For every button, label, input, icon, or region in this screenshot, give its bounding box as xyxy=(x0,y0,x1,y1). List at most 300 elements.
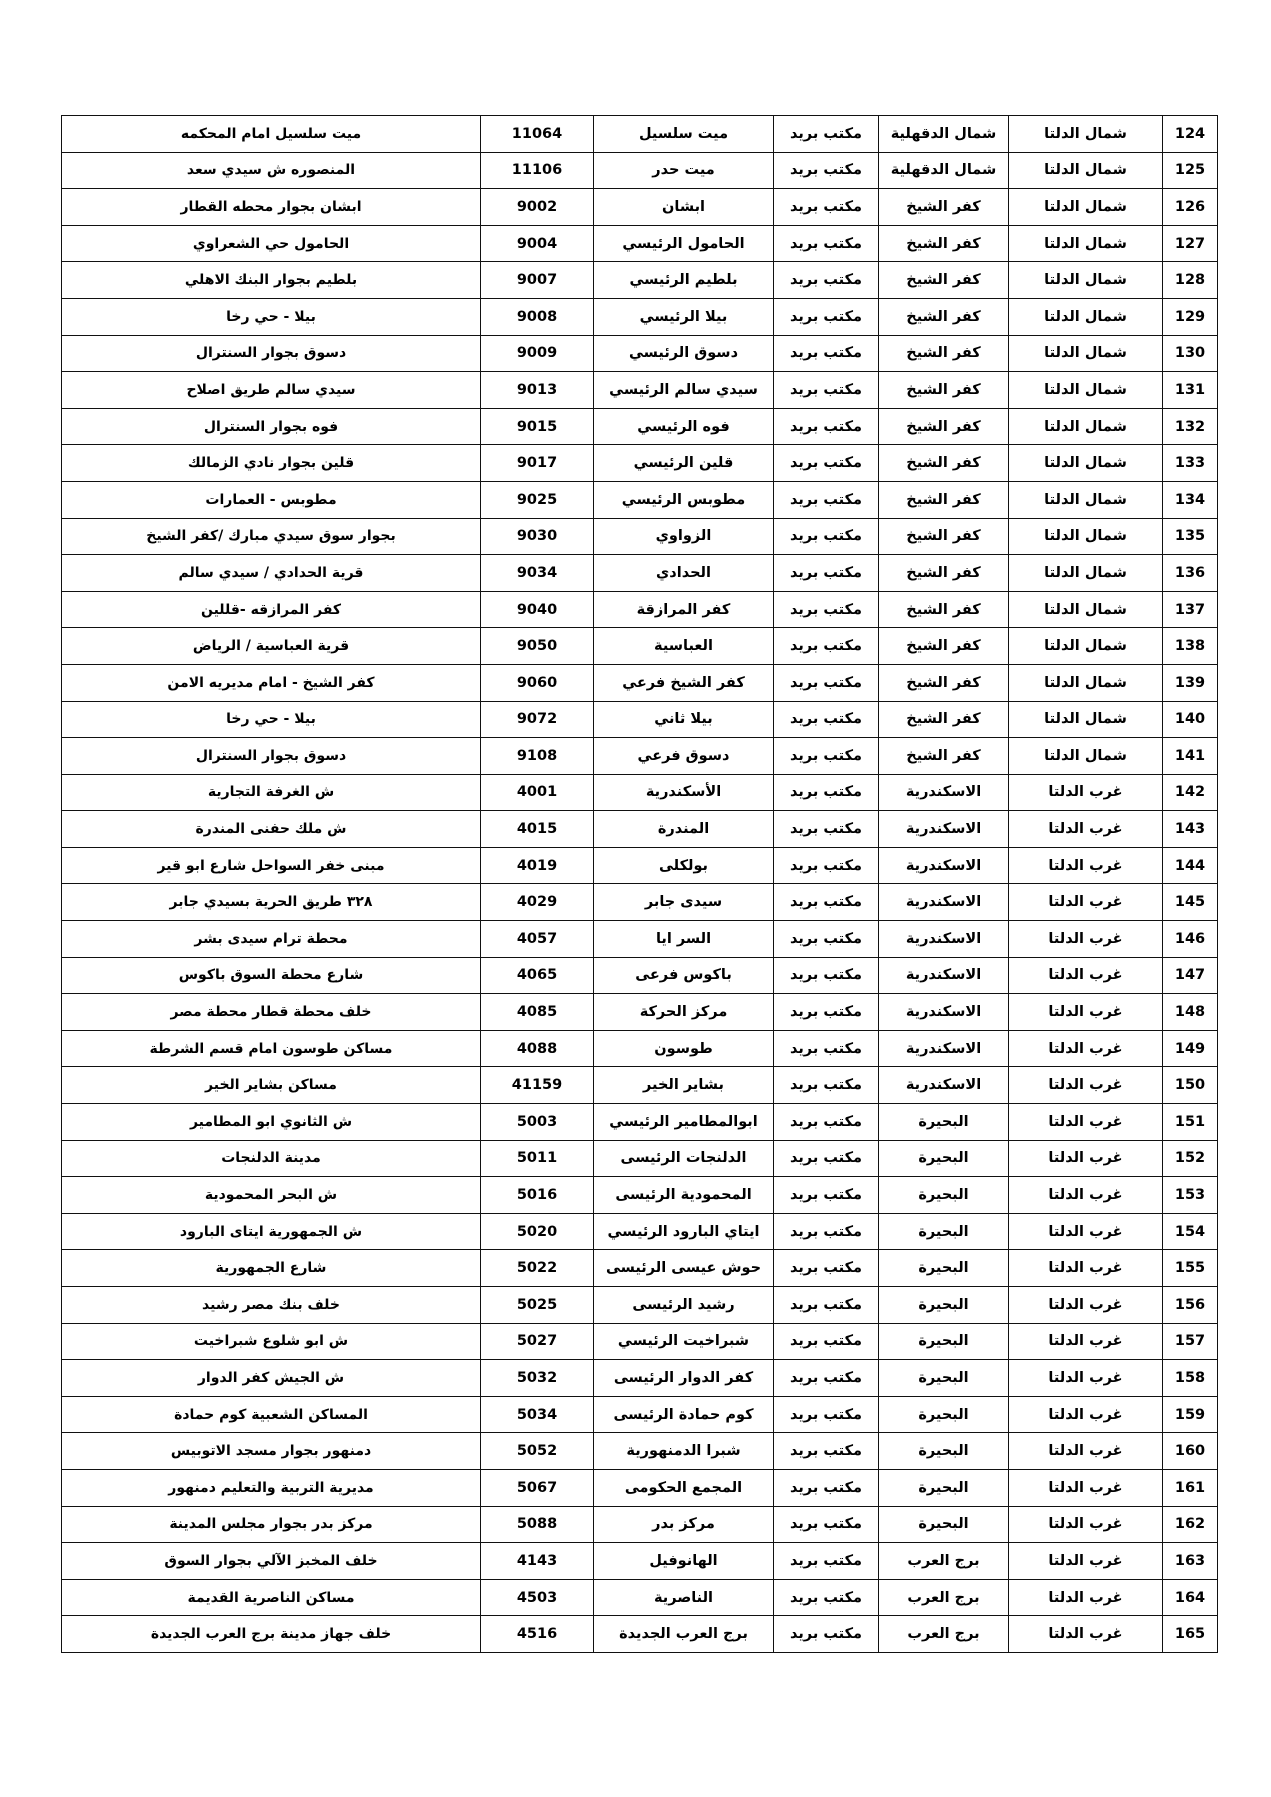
office-address-cell: قرية الحدادي / سيدي سالم xyxy=(62,555,481,592)
office-address-cell: قرية العباسية / الرياض xyxy=(62,628,481,665)
sector-cell: شمال الدلتا xyxy=(1009,152,1163,189)
office-address-cell: المساكن الشعبية كوم حمادة xyxy=(62,1396,481,1433)
sector-cell: شمال الدلتا xyxy=(1009,481,1163,518)
office-type-cell: مكتب بريد xyxy=(774,1140,879,1177)
office-name-cell: قلين الرئيسي xyxy=(594,445,774,482)
row-number-cell: 144 xyxy=(1163,847,1218,884)
region-cell: الاسكندرية xyxy=(879,921,1009,958)
table-row xyxy=(62,1213,1218,1250)
office-type-cell: مكتب بريد xyxy=(774,116,879,153)
region-cell: برج العرب xyxy=(879,1616,1009,1653)
row-number-cell: 145 xyxy=(1163,884,1218,921)
office-name-cell: الهانوفيل xyxy=(594,1543,774,1580)
office-code-cell: 5034 xyxy=(481,1396,594,1433)
office-type-cell: مكتب بريد xyxy=(774,225,879,262)
office-type-cell: مكتب بريد xyxy=(774,1506,879,1543)
office-name-cell: مركز الحركة xyxy=(594,994,774,1031)
office-name-cell: برج العرب الجديدة xyxy=(594,1616,774,1653)
office-address-cell: مساكن بشاير الخير xyxy=(62,1067,481,1104)
office-address-cell: بيلا - حي رخا xyxy=(62,701,481,738)
sector-cell: شمال الدلتا xyxy=(1009,591,1163,628)
row-number-cell: 147 xyxy=(1163,957,1218,994)
region-cell: شمال الدقهلية xyxy=(879,116,1009,153)
office-type-cell: مكتب بريد xyxy=(774,774,879,811)
row-number-cell: 149 xyxy=(1163,1030,1218,1067)
office-type-cell: مكتب بريد xyxy=(774,811,879,848)
office-name-cell: دسوق فرعي xyxy=(594,738,774,775)
table-row xyxy=(62,921,1218,958)
region-cell: كفر الشيخ xyxy=(879,518,1009,555)
table-row xyxy=(62,262,1218,299)
office-type-cell: مكتب بريد xyxy=(774,591,879,628)
office-address-cell: دمنهور بجوار مسجد الاتوبيس xyxy=(62,1433,481,1470)
office-name-cell: حوش عيسى الرئيسى xyxy=(594,1250,774,1287)
sector-cell: شمال الدلتا xyxy=(1009,372,1163,409)
table-row xyxy=(62,1177,1218,1214)
office-address-cell: دسوق بجوار السنترال xyxy=(62,335,481,372)
row-number-cell: 151 xyxy=(1163,1104,1218,1141)
office-code-cell: 9013 xyxy=(481,372,594,409)
office-type-cell: مكتب بريد xyxy=(774,1360,879,1397)
office-name-cell: بشاير الخير xyxy=(594,1067,774,1104)
office-address-cell: ابشان بجوار محطه القطار xyxy=(62,189,481,226)
table-row xyxy=(62,1579,1218,1616)
office-code-cell: 4516 xyxy=(481,1616,594,1653)
sector-cell: شمال الدلتا xyxy=(1009,628,1163,665)
office-name-cell: الحامول الرئيسي xyxy=(594,225,774,262)
office-code-cell: 5022 xyxy=(481,1250,594,1287)
sector-cell: غرب الدلتا xyxy=(1009,1140,1163,1177)
table-row xyxy=(62,847,1218,884)
office-type-cell: مكتب بريد xyxy=(774,1579,879,1616)
region-cell: البحيرة xyxy=(879,1213,1009,1250)
office-address-cell: مبنى خفر السواحل شارع ابو قير xyxy=(62,847,481,884)
office-code-cell: 5088 xyxy=(481,1506,594,1543)
office-code-cell: 9072 xyxy=(481,701,594,738)
office-type-cell: مكتب بريد xyxy=(774,1213,879,1250)
row-number-cell: 140 xyxy=(1163,701,1218,738)
sector-cell: شمال الدلتا xyxy=(1009,335,1163,372)
office-code-cell: 5003 xyxy=(481,1104,594,1141)
office-name-cell: ابوالمطامير الرئيسي xyxy=(594,1104,774,1141)
row-number-cell: 141 xyxy=(1163,738,1218,775)
office-address-cell: شارع الجمهورية xyxy=(62,1250,481,1287)
region-cell: شمال الدقهلية xyxy=(879,152,1009,189)
office-name-cell: بيلا الرئيسي xyxy=(594,298,774,335)
office-name-cell: مطوبس الرئيسي xyxy=(594,481,774,518)
office-type-cell: مكتب بريد xyxy=(774,335,879,372)
sector-cell: غرب الدلتا xyxy=(1009,1213,1163,1250)
office-name-cell: السر ايا xyxy=(594,921,774,958)
office-name-cell: المحمودية الرئيسى xyxy=(594,1177,774,1214)
office-type-cell: مكتب بريد xyxy=(774,481,879,518)
office-code-cell: 4029 xyxy=(481,884,594,921)
office-code-cell: 9050 xyxy=(481,628,594,665)
office-address-cell: محطة ترام سيدى بشر xyxy=(62,921,481,958)
office-code-cell: 41159 xyxy=(481,1067,594,1104)
row-number-cell: 164 xyxy=(1163,1579,1218,1616)
row-number-cell: 126 xyxy=(1163,189,1218,226)
region-cell: كفر الشيخ xyxy=(879,445,1009,482)
sector-cell: غرب الدلتا xyxy=(1009,1104,1163,1141)
region-cell: برج العرب xyxy=(879,1543,1009,1580)
office-name-cell: كفر الشيخ فرعي xyxy=(594,664,774,701)
office-address-cell: مدينة الدلنجات xyxy=(62,1140,481,1177)
office-type-cell: مكتب بريد xyxy=(774,1396,879,1433)
office-address-cell: مركز بدر بجوار مجلس المدينة xyxy=(62,1506,481,1543)
sector-cell: شمال الدلتا xyxy=(1009,664,1163,701)
office-code-cell: 4057 xyxy=(481,921,594,958)
sector-cell: شمال الدلتا xyxy=(1009,408,1163,445)
office-address-cell: مديرية التربية والتعليم دمنهور xyxy=(62,1469,481,1506)
row-number-cell: 165 xyxy=(1163,1616,1218,1653)
region-cell: البحيرة xyxy=(879,1360,1009,1397)
table-row xyxy=(62,994,1218,1031)
row-number-cell: 127 xyxy=(1163,225,1218,262)
table-row xyxy=(62,1287,1218,1324)
row-number-cell: 150 xyxy=(1163,1067,1218,1104)
office-type-cell: مكتب بريد xyxy=(774,847,879,884)
office-code-cell: 9007 xyxy=(481,262,594,299)
sector-cell: غرب الدلتا xyxy=(1009,774,1163,811)
row-number-cell: 158 xyxy=(1163,1360,1218,1397)
sector-cell: غرب الدلتا xyxy=(1009,1067,1163,1104)
office-code-cell: 5025 xyxy=(481,1287,594,1324)
row-number-cell: 156 xyxy=(1163,1287,1218,1324)
office-code-cell: 9060 xyxy=(481,664,594,701)
region-cell: الاسكندرية xyxy=(879,847,1009,884)
office-type-cell: مكتب بريد xyxy=(774,518,879,555)
sector-cell: شمال الدلتا xyxy=(1009,518,1163,555)
table-row xyxy=(62,555,1218,592)
office-code-cell: 11064 xyxy=(481,116,594,153)
region-cell: البحيرة xyxy=(879,1140,1009,1177)
office-name-cell: طوسون xyxy=(594,1030,774,1067)
row-number-cell: 139 xyxy=(1163,664,1218,701)
office-name-cell: المجمع الحكومى xyxy=(594,1469,774,1506)
row-number-cell: 155 xyxy=(1163,1250,1218,1287)
region-cell: الاسكندرية xyxy=(879,1030,1009,1067)
table-row xyxy=(62,1616,1218,1653)
table-row xyxy=(62,518,1218,555)
office-code-cell: 5011 xyxy=(481,1140,594,1177)
table-row xyxy=(62,408,1218,445)
office-code-cell: 9015 xyxy=(481,408,594,445)
office-name-cell: بيلا ثاني xyxy=(594,701,774,738)
office-code-cell: 4015 xyxy=(481,811,594,848)
sector-cell: غرب الدلتا xyxy=(1009,1287,1163,1324)
table-row xyxy=(62,116,1218,153)
office-name-cell: الناصرية xyxy=(594,1579,774,1616)
office-code-cell: 9025 xyxy=(481,481,594,518)
office-name-cell: الأسكندرية xyxy=(594,774,774,811)
region-cell: كفر الشيخ xyxy=(879,262,1009,299)
office-type-cell: مكتب بريد xyxy=(774,152,879,189)
region-cell: البحيرة xyxy=(879,1506,1009,1543)
office-address-cell: خلف بنك مصر رشيد xyxy=(62,1287,481,1324)
office-type-cell: مكتب بريد xyxy=(774,957,879,994)
office-type-cell: مكتب بريد xyxy=(774,555,879,592)
row-number-cell: 129 xyxy=(1163,298,1218,335)
office-name-cell: الحدادي xyxy=(594,555,774,592)
sector-cell: شمال الدلتا xyxy=(1009,116,1163,153)
row-number-cell: 138 xyxy=(1163,628,1218,665)
office-type-cell: مكتب بريد xyxy=(774,1433,879,1470)
table-row xyxy=(62,1030,1218,1067)
office-address-cell: ش الغرفة التجارية xyxy=(62,774,481,811)
office-type-cell: مكتب بريد xyxy=(774,372,879,409)
office-name-cell: رشيد الرئيسى xyxy=(594,1287,774,1324)
office-address-cell: ميت سلسيل امام المحكمه xyxy=(62,116,481,153)
row-number-cell: 125 xyxy=(1163,152,1218,189)
office-address-cell: كفر المرازقه -قللين xyxy=(62,591,481,628)
office-address-cell: ش الجيش كفر الدوار xyxy=(62,1360,481,1397)
office-code-cell: 9008 xyxy=(481,298,594,335)
office-address-cell: الحامول حي الشعراوي xyxy=(62,225,481,262)
region-cell: كفر الشيخ xyxy=(879,738,1009,775)
office-name-cell: دسوق الرئيسي xyxy=(594,335,774,372)
office-address-cell: خلف المخبز الآلي بجوار السوق xyxy=(62,1543,481,1580)
region-cell: الاسكندرية xyxy=(879,774,1009,811)
office-name-cell: ميت سلسيل xyxy=(594,116,774,153)
region-cell: كفر الشيخ xyxy=(879,298,1009,335)
region-cell: كفر الشيخ xyxy=(879,372,1009,409)
row-number-cell: 162 xyxy=(1163,1506,1218,1543)
office-name-cell: سيدى جابر xyxy=(594,884,774,921)
region-cell: الاسكندرية xyxy=(879,957,1009,994)
sector-cell: غرب الدلتا xyxy=(1009,1616,1163,1653)
office-name-cell: شبرا الدمنهورية xyxy=(594,1433,774,1470)
row-number-cell: 148 xyxy=(1163,994,1218,1031)
sector-cell: شمال الدلتا xyxy=(1009,225,1163,262)
sector-cell: غرب الدلتا xyxy=(1009,1543,1163,1580)
office-name-cell: كوم حمادة الرئيسى xyxy=(594,1396,774,1433)
sector-cell: غرب الدلتا xyxy=(1009,1579,1163,1616)
sector-cell: شمال الدلتا xyxy=(1009,298,1163,335)
row-number-cell: 153 xyxy=(1163,1177,1218,1214)
office-name-cell: شبراخيت الرئيسي xyxy=(594,1323,774,1360)
region-cell: كفر الشيخ xyxy=(879,628,1009,665)
region-cell: كفر الشيخ xyxy=(879,555,1009,592)
table-row xyxy=(62,152,1218,189)
office-address-cell: خلف محطة قطار محطة مصر xyxy=(62,994,481,1031)
office-type-cell: مكتب بريد xyxy=(774,1469,879,1506)
office-address-cell: فوه بجوار السنترال xyxy=(62,408,481,445)
sector-cell: شمال الدلتا xyxy=(1009,189,1163,226)
sector-cell: شمال الدلتا xyxy=(1009,738,1163,775)
region-cell: كفر الشيخ xyxy=(879,335,1009,372)
sector-cell: غرب الدلتا xyxy=(1009,1250,1163,1287)
table-row xyxy=(62,884,1218,921)
row-number-cell: 154 xyxy=(1163,1213,1218,1250)
office-address-cell: مساكن طوسون امام قسم الشرطة xyxy=(62,1030,481,1067)
office-code-cell: 5067 xyxy=(481,1469,594,1506)
office-address-cell: بلطيم بجوار البنك الاهلي xyxy=(62,262,481,299)
row-number-cell: 143 xyxy=(1163,811,1218,848)
office-address-cell: ش البحر المحمودية xyxy=(62,1177,481,1214)
row-number-cell: 157 xyxy=(1163,1323,1218,1360)
office-type-cell: مكتب بريد xyxy=(774,1067,879,1104)
office-type-cell: مكتب بريد xyxy=(774,628,879,665)
sector-cell: غرب الدلتا xyxy=(1009,957,1163,994)
office-type-cell: مكتب بريد xyxy=(774,994,879,1031)
region-cell: البحيرة xyxy=(879,1323,1009,1360)
office-code-cell: 4503 xyxy=(481,1579,594,1616)
sector-cell: غرب الدلتا xyxy=(1009,1506,1163,1543)
sector-cell: غرب الدلتا xyxy=(1009,1469,1163,1506)
office-code-cell: 9034 xyxy=(481,555,594,592)
office-type-cell: مكتب بريد xyxy=(774,1177,879,1214)
row-number-cell: 152 xyxy=(1163,1140,1218,1177)
sector-cell: غرب الدلتا xyxy=(1009,921,1163,958)
table-row xyxy=(62,1506,1218,1543)
office-address-cell: ش ملك حفنى المندرة xyxy=(62,811,481,848)
table-body xyxy=(62,116,1218,1653)
region-cell: كفر الشيخ xyxy=(879,591,1009,628)
office-address-cell: ٣٢٨ طريق الحرية بسيدي جابر xyxy=(62,884,481,921)
office-type-cell: مكتب بريد xyxy=(774,921,879,958)
region-cell: البحيرة xyxy=(879,1104,1009,1141)
office-type-cell: مكتب بريد xyxy=(774,298,879,335)
region-cell: البحيرة xyxy=(879,1396,1009,1433)
table-row xyxy=(62,774,1218,811)
region-cell: الاسكندرية xyxy=(879,994,1009,1031)
office-type-cell: مكتب بريد xyxy=(774,1104,879,1141)
region-cell: البحيرة xyxy=(879,1250,1009,1287)
office-code-cell: 9004 xyxy=(481,225,594,262)
sector-cell: شمال الدلتا xyxy=(1009,555,1163,592)
table-row xyxy=(62,1067,1218,1104)
table-row xyxy=(62,481,1218,518)
office-name-cell: ايتاي البارود الرئيسي xyxy=(594,1213,774,1250)
office-name-cell: مركز بدر xyxy=(594,1506,774,1543)
office-code-cell: 11106 xyxy=(481,152,594,189)
table-row xyxy=(62,701,1218,738)
office-address-cell: كفر الشيخ - امام مديريه الامن xyxy=(62,664,481,701)
office-code-cell: 5020 xyxy=(481,1213,594,1250)
office-code-cell: 5027 xyxy=(481,1323,594,1360)
office-name-cell: بلطيم الرئيسي xyxy=(594,262,774,299)
row-number-cell: 161 xyxy=(1163,1469,1218,1506)
row-number-cell: 163 xyxy=(1163,1543,1218,1580)
post-office-table-page xyxy=(61,115,1217,1653)
sector-cell: شمال الدلتا xyxy=(1009,445,1163,482)
row-number-cell: 124 xyxy=(1163,116,1218,153)
office-code-cell: 9009 xyxy=(481,335,594,372)
region-cell: البحيرة xyxy=(879,1469,1009,1506)
office-address-cell: مطوبس - العمارات xyxy=(62,481,481,518)
office-address-cell: خلف جهاز مدينة برج العرب الجديدة xyxy=(62,1616,481,1653)
sector-cell: غرب الدلتا xyxy=(1009,1030,1163,1067)
row-number-cell: 136 xyxy=(1163,555,1218,592)
region-cell: كفر الشيخ xyxy=(879,664,1009,701)
table-row xyxy=(62,1140,1218,1177)
sector-cell: غرب الدلتا xyxy=(1009,994,1163,1031)
office-type-cell: مكتب بريد xyxy=(774,1616,879,1653)
region-cell: كفر الشيخ xyxy=(879,408,1009,445)
row-number-cell: 132 xyxy=(1163,408,1218,445)
office-type-cell: مكتب بريد xyxy=(774,189,879,226)
table-row xyxy=(62,225,1218,262)
office-address-cell: ش الجمهورية ايتاى البارود xyxy=(62,1213,481,1250)
row-number-cell: 142 xyxy=(1163,774,1218,811)
office-type-cell: مكتب بريد xyxy=(774,1543,879,1580)
office-type-cell: مكتب بريد xyxy=(774,701,879,738)
office-name-cell: الزواوي xyxy=(594,518,774,555)
table-row xyxy=(62,738,1218,775)
row-number-cell: 130 xyxy=(1163,335,1218,372)
sector-cell: شمال الدلتا xyxy=(1009,262,1163,299)
office-address-cell: بيلا - حي رخا xyxy=(62,298,481,335)
office-code-cell: 5052 xyxy=(481,1433,594,1470)
office-name-cell: سيدي سالم الرئيسي xyxy=(594,372,774,409)
office-name-cell: المندرة xyxy=(594,811,774,848)
office-address-cell: سيدي سالم طريق اصلاح xyxy=(62,372,481,409)
office-code-cell: 4143 xyxy=(481,1543,594,1580)
region-cell: الاسكندرية xyxy=(879,1067,1009,1104)
office-name-cell: بولكلى xyxy=(594,847,774,884)
office-type-cell: مكتب بريد xyxy=(774,445,879,482)
table-row xyxy=(62,664,1218,701)
table-row xyxy=(62,189,1218,226)
sector-cell: غرب الدلتا xyxy=(1009,811,1163,848)
row-number-cell: 131 xyxy=(1163,372,1218,409)
row-number-cell: 134 xyxy=(1163,481,1218,518)
office-code-cell: 5016 xyxy=(481,1177,594,1214)
table-row xyxy=(62,1250,1218,1287)
office-type-cell: مكتب بريد xyxy=(774,262,879,299)
office-name-cell: ميت حدر xyxy=(594,152,774,189)
office-code-cell: 4085 xyxy=(481,994,594,1031)
office-code-cell: 4065 xyxy=(481,957,594,994)
sector-cell: غرب الدلتا xyxy=(1009,884,1163,921)
office-name-cell: الدلنجات الرئيسى xyxy=(594,1140,774,1177)
office-code-cell: 4088 xyxy=(481,1030,594,1067)
office-address-cell: قلين بجوار نادي الزمالك xyxy=(62,445,481,482)
office-type-cell: مكتب بريد xyxy=(774,664,879,701)
region-cell: البحيرة xyxy=(879,1287,1009,1324)
table-row xyxy=(62,1433,1218,1470)
office-type-cell: مكتب بريد xyxy=(774,408,879,445)
row-number-cell: 146 xyxy=(1163,921,1218,958)
office-type-cell: مكتب بريد xyxy=(774,884,879,921)
office-type-cell: مكتب بريد xyxy=(774,1250,879,1287)
region-cell: البحيرة xyxy=(879,1433,1009,1470)
table-row xyxy=(62,1469,1218,1506)
office-code-cell: 9030 xyxy=(481,518,594,555)
sector-cell: غرب الدلتا xyxy=(1009,1396,1163,1433)
row-number-cell: 135 xyxy=(1163,518,1218,555)
table-row xyxy=(62,591,1218,628)
table-row xyxy=(62,298,1218,335)
office-name-cell: ابشان xyxy=(594,189,774,226)
office-address-cell: المنصوره ش سيدي سعد xyxy=(62,152,481,189)
sector-cell: غرب الدلتا xyxy=(1009,1360,1163,1397)
office-address-cell: شارع محطة السوق باكوس xyxy=(62,957,481,994)
table-row xyxy=(62,1543,1218,1580)
office-address-cell: ش الثانوي ابو المطامير xyxy=(62,1104,481,1141)
table-row xyxy=(62,1323,1218,1360)
table-row xyxy=(62,1104,1218,1141)
office-code-cell: 9108 xyxy=(481,738,594,775)
office-address-cell: دسوق بجوار السنترال xyxy=(62,738,481,775)
row-number-cell: 159 xyxy=(1163,1396,1218,1433)
table-row xyxy=(62,445,1218,482)
office-name-cell: العباسية xyxy=(594,628,774,665)
sector-cell: غرب الدلتا xyxy=(1009,1433,1163,1470)
office-address-cell: ش ابو شلوع شبراخيت xyxy=(62,1323,481,1360)
office-name-cell: باكوس فرعى xyxy=(594,957,774,994)
